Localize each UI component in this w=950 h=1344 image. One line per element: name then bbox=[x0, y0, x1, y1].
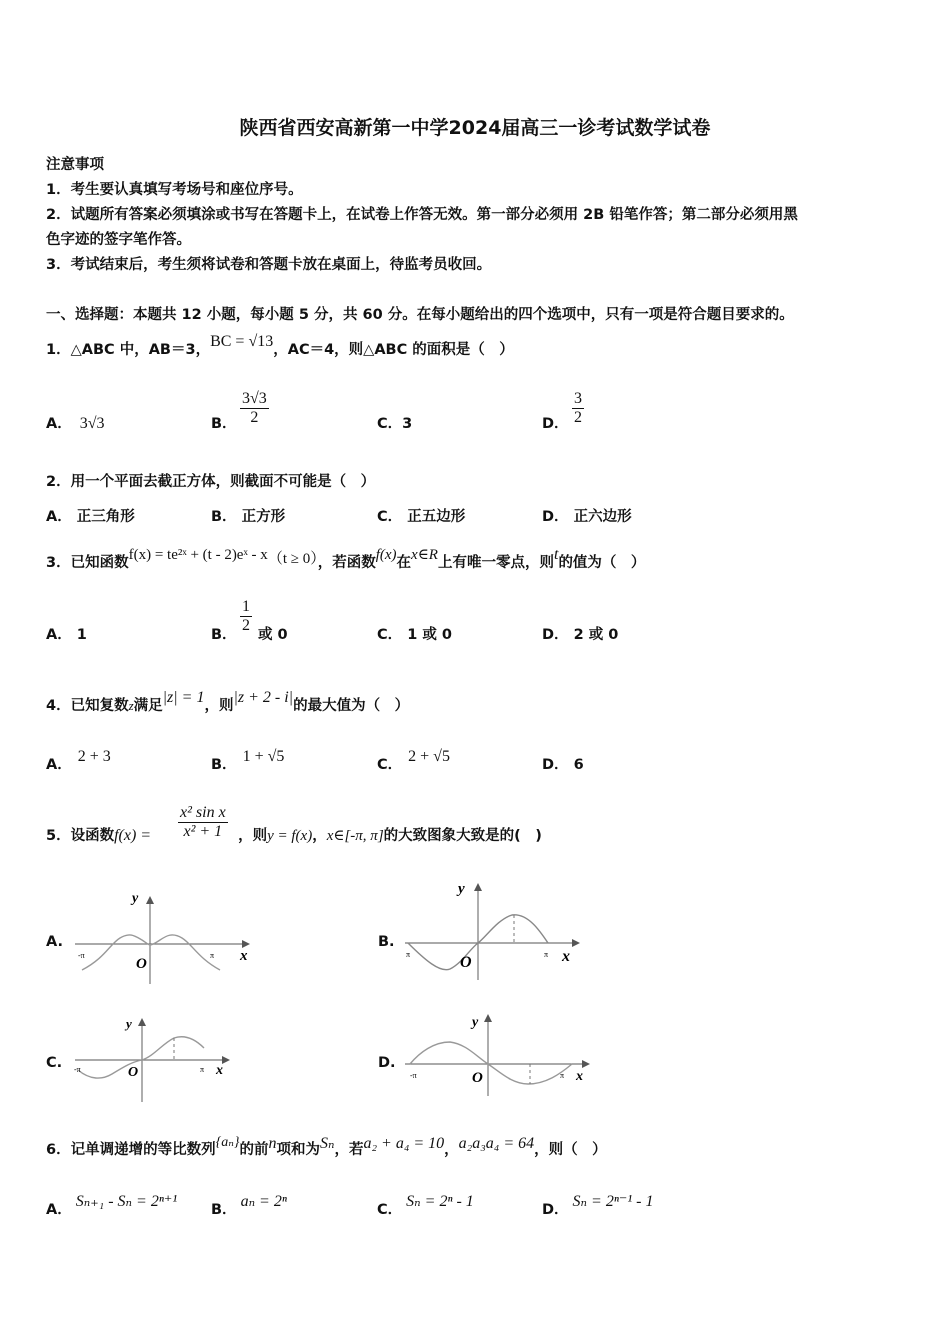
option-value: 3√3 bbox=[79, 415, 105, 432]
math-expression: f(x) = bbox=[114, 827, 152, 844]
question-text: 用一个平面去截正方体，则截面不可能是（ ） bbox=[70, 474, 376, 490]
option-label: C． bbox=[377, 1202, 403, 1218]
option-label: C． bbox=[377, 416, 403, 432]
option-d bbox=[542, 412, 569, 433]
question-text: 项和为 bbox=[276, 1142, 320, 1158]
option-label: D． bbox=[542, 416, 569, 432]
math-expression: BC = √13 bbox=[210, 333, 274, 350]
option-b bbox=[211, 623, 237, 644]
option-value: Sₙ = 2ⁿ - 1 bbox=[406, 1193, 474, 1210]
notice-item: 3．考试结束后，考生须将试卷和答题卡放在桌面上，待监考员收回。 bbox=[46, 257, 492, 273]
pi-label: π bbox=[560, 1071, 565, 1080]
x-label: x bbox=[240, 948, 248, 964]
question-text: 的值为（ ） bbox=[558, 555, 646, 571]
option-d-fraction bbox=[572, 390, 584, 427]
math-expression: |z| = 1 bbox=[162, 689, 205, 706]
question-text: 设函数 bbox=[70, 828, 115, 844]
math-expression: x∈R bbox=[411, 547, 438, 563]
math-expression: |z + 2 - i| bbox=[233, 689, 294, 706]
question-text: 上有唯一零点，则 bbox=[437, 555, 554, 571]
option-label: D． bbox=[542, 1202, 569, 1218]
question-5 bbox=[46, 824, 542, 845]
question-number: 2． bbox=[46, 474, 71, 490]
option-value: 3 bbox=[402, 416, 413, 432]
page-title: 陕西省西安高新第一中学2024届高三一诊考试数学试卷 bbox=[239, 117, 711, 139]
graph-c bbox=[70, 1012, 240, 1107]
question-text: ，若 bbox=[334, 1142, 364, 1158]
math-expression: x∈[-π, π] bbox=[326, 828, 384, 844]
question-text: ，若函数 bbox=[317, 555, 376, 571]
curve bbox=[78, 1037, 204, 1078]
math-expression: z bbox=[128, 698, 134, 713]
question-text: ， bbox=[444, 1142, 459, 1158]
math-expression: （t ≥ 0） bbox=[267, 551, 318, 567]
option-value: 正五边形 bbox=[407, 509, 466, 525]
option-label: A． bbox=[46, 1202, 72, 1218]
question-text: 已知复数 bbox=[70, 698, 129, 714]
question-number: 3． bbox=[46, 555, 71, 571]
graph-d bbox=[400, 1008, 600, 1098]
option-d bbox=[542, 1193, 654, 1219]
x-axis-arrow-icon bbox=[222, 1056, 230, 1064]
option-label: D． bbox=[542, 757, 569, 773]
option-b bbox=[211, 412, 237, 433]
fraction-denominator: 2 bbox=[250, 409, 259, 426]
question-4 bbox=[46, 689, 410, 715]
y-axis-arrow-icon bbox=[138, 1018, 146, 1026]
option-value: Sₙ₊₁ - Sₙ = 2ⁿ⁺¹ bbox=[75, 1193, 178, 1210]
question-text: 在 bbox=[396, 555, 412, 571]
question-text: ，则 bbox=[204, 698, 234, 714]
x-axis-arrow-icon bbox=[582, 1060, 590, 1068]
x-axis-arrow-icon bbox=[572, 939, 580, 947]
notice-item: 色字迹的签字笔作答。 bbox=[46, 232, 191, 248]
math-expression: a₂ + a₄ = 10 bbox=[363, 1135, 445, 1152]
math-expression: f(x) = te²ˣ + (t - 2)eˣ - x bbox=[128, 547, 268, 563]
graph-a bbox=[70, 888, 260, 988]
neg-pi-label: -π bbox=[78, 951, 85, 960]
x-label: x bbox=[576, 1069, 583, 1084]
math-expression: y = f(x) bbox=[267, 828, 313, 844]
graph-b-label: B. bbox=[378, 934, 395, 950]
question-number: 5． bbox=[46, 828, 71, 844]
math-expression: Sₙ bbox=[319, 1135, 335, 1152]
question-text: 记单调递增的等比数列 bbox=[70, 1142, 216, 1158]
graph-d-label: D. bbox=[378, 1055, 396, 1071]
math-expression: {aₙ} bbox=[215, 1135, 240, 1150]
option-label: B． bbox=[211, 509, 237, 525]
option-d bbox=[542, 623, 618, 644]
question-number: 6． bbox=[46, 1142, 71, 1158]
question-2 bbox=[46, 470, 375, 491]
option-a bbox=[46, 748, 111, 774]
question-number: 1． bbox=[46, 342, 71, 358]
option-value: 2 + √5 bbox=[408, 748, 450, 765]
notice-item: 1．考生要认真填写考场号和座位序号。 bbox=[46, 182, 303, 198]
graph-a-label: A. bbox=[46, 934, 63, 950]
curve bbox=[410, 1042, 572, 1084]
question-text: 的大致图象大致是的( ) bbox=[383, 828, 542, 844]
pi-label: π bbox=[210, 951, 215, 960]
graph-c-label: C. bbox=[46, 1055, 63, 1071]
option-label: C． bbox=[377, 627, 403, 643]
option-value: 2 或 0 bbox=[573, 627, 619, 643]
option-b bbox=[211, 505, 285, 526]
y-label: y bbox=[126, 1016, 132, 1031]
option-c bbox=[377, 505, 465, 526]
y-axis-arrow-icon bbox=[146, 896, 154, 904]
pi-label: π bbox=[200, 1065, 205, 1074]
fraction-denominator: 2 bbox=[574, 409, 582, 426]
option-a bbox=[46, 505, 135, 526]
neg-pi-label: -π bbox=[410, 1071, 417, 1080]
fraction-numerator: 1 bbox=[242, 598, 250, 615]
neg-pi-label: π bbox=[406, 950, 411, 959]
y-label: y bbox=[458, 881, 465, 897]
math-expression: t bbox=[553, 546, 559, 563]
x-axis-arrow-icon bbox=[242, 940, 250, 948]
fraction-denominator: x² + 1 bbox=[183, 823, 223, 840]
math-expression: a₂a₃a₄ = 64 bbox=[458, 1135, 535, 1152]
question-number: 4． bbox=[46, 698, 71, 714]
math-expression: f(x) bbox=[375, 547, 397, 563]
option-label: A． bbox=[46, 509, 72, 525]
option-label: A． bbox=[46, 627, 72, 643]
option-value: aₙ = 2ⁿ bbox=[240, 1193, 287, 1210]
option-label: B． bbox=[211, 627, 237, 643]
option-a bbox=[46, 1193, 178, 1219]
option-b bbox=[211, 748, 285, 774]
question-text: ， bbox=[312, 828, 327, 844]
pi-label: π bbox=[544, 950, 549, 959]
option-label: C． bbox=[377, 757, 403, 773]
option-b-fraction bbox=[240, 598, 252, 635]
fraction-numerator: x² sin x bbox=[180, 804, 226, 821]
option-value: 正六边形 bbox=[573, 509, 632, 525]
option-label: A． bbox=[46, 757, 72, 773]
section-heading: 一、选择题：本题共 12 小题，每小题 5 分，共 60 分。在每小题给出的四个选项中，只有一项是符合题目要求的。 bbox=[46, 307, 794, 323]
question-text: 满足 bbox=[133, 698, 163, 714]
q5-fraction bbox=[178, 804, 228, 841]
x-label: x bbox=[216, 1063, 223, 1078]
math-expression: n bbox=[268, 1135, 277, 1152]
option-b bbox=[211, 1193, 287, 1219]
question-6 bbox=[46, 1135, 607, 1159]
neg-pi-label: -π bbox=[74, 1065, 81, 1074]
option-value: 1 或 0 bbox=[407, 627, 452, 643]
question-text: 的最大值为（ ） bbox=[293, 698, 410, 714]
option-value: Sₙ = 2ⁿ⁻¹ - 1 bbox=[572, 1193, 654, 1210]
option-label: B． bbox=[211, 757, 237, 773]
option-value: 2 + 3 bbox=[77, 748, 111, 765]
option-d bbox=[542, 753, 584, 774]
curve bbox=[82, 935, 220, 970]
graph-b bbox=[400, 875, 590, 985]
option-value: 6 bbox=[573, 757, 584, 773]
y-axis-arrow-icon bbox=[474, 883, 482, 891]
option-c bbox=[377, 748, 450, 774]
option-label: A． bbox=[46, 416, 72, 432]
option-c bbox=[377, 412, 412, 433]
option-d bbox=[542, 505, 632, 526]
question-text: 的前 bbox=[239, 1142, 269, 1158]
notice-item: 2．试题所有答案必须填涂或书写在答题卡上，在试卷上作答无效。第一部分必须用 2B 铅笔作答；第二部分必须用黑 bbox=[46, 207, 798, 223]
question-1 bbox=[46, 333, 514, 359]
question-text: ，则 bbox=[238, 828, 268, 844]
question-text: 已知函数 bbox=[70, 555, 129, 571]
question-text: △ABC 中，AB＝3， bbox=[70, 342, 211, 358]
option-label: B． bbox=[211, 1202, 237, 1218]
question-text: ，则（ ） bbox=[534, 1142, 607, 1158]
option-a bbox=[46, 412, 105, 433]
option-c bbox=[377, 1193, 474, 1219]
option-b-fraction bbox=[240, 390, 269, 427]
option-value: 1 bbox=[76, 627, 87, 643]
origin-label: O bbox=[460, 954, 472, 971]
origin-label: O bbox=[472, 1070, 483, 1086]
option-label: B． bbox=[211, 416, 237, 432]
y-axis-arrow-icon bbox=[484, 1014, 492, 1022]
option-c bbox=[377, 623, 452, 644]
option-label: D． bbox=[542, 627, 569, 643]
option-value: 1 + √5 bbox=[242, 748, 285, 765]
question-3 bbox=[46, 546, 646, 572]
option-a bbox=[46, 623, 87, 644]
question-text: ，AC＝4，则△ABC 的面积是（ ） bbox=[273, 342, 514, 358]
origin-label: O bbox=[128, 1065, 139, 1080]
fraction-denominator: 2 bbox=[242, 617, 250, 634]
option-label: C． bbox=[377, 509, 403, 525]
fraction-numerator: 3 bbox=[574, 390, 582, 407]
option-value: 正三角形 bbox=[76, 509, 135, 525]
fraction-numerator: 3√3 bbox=[242, 390, 267, 407]
option-value: 正方形 bbox=[241, 509, 286, 525]
x-label: x bbox=[562, 948, 570, 965]
y-label: y bbox=[132, 891, 139, 906]
option-label: D． bbox=[542, 509, 569, 525]
option-b-suffix: 或 0 bbox=[258, 627, 288, 643]
origin-label: O bbox=[136, 956, 147, 972]
y-label: y bbox=[472, 1015, 479, 1030]
notice-heading: 注意事项 bbox=[46, 157, 104, 173]
